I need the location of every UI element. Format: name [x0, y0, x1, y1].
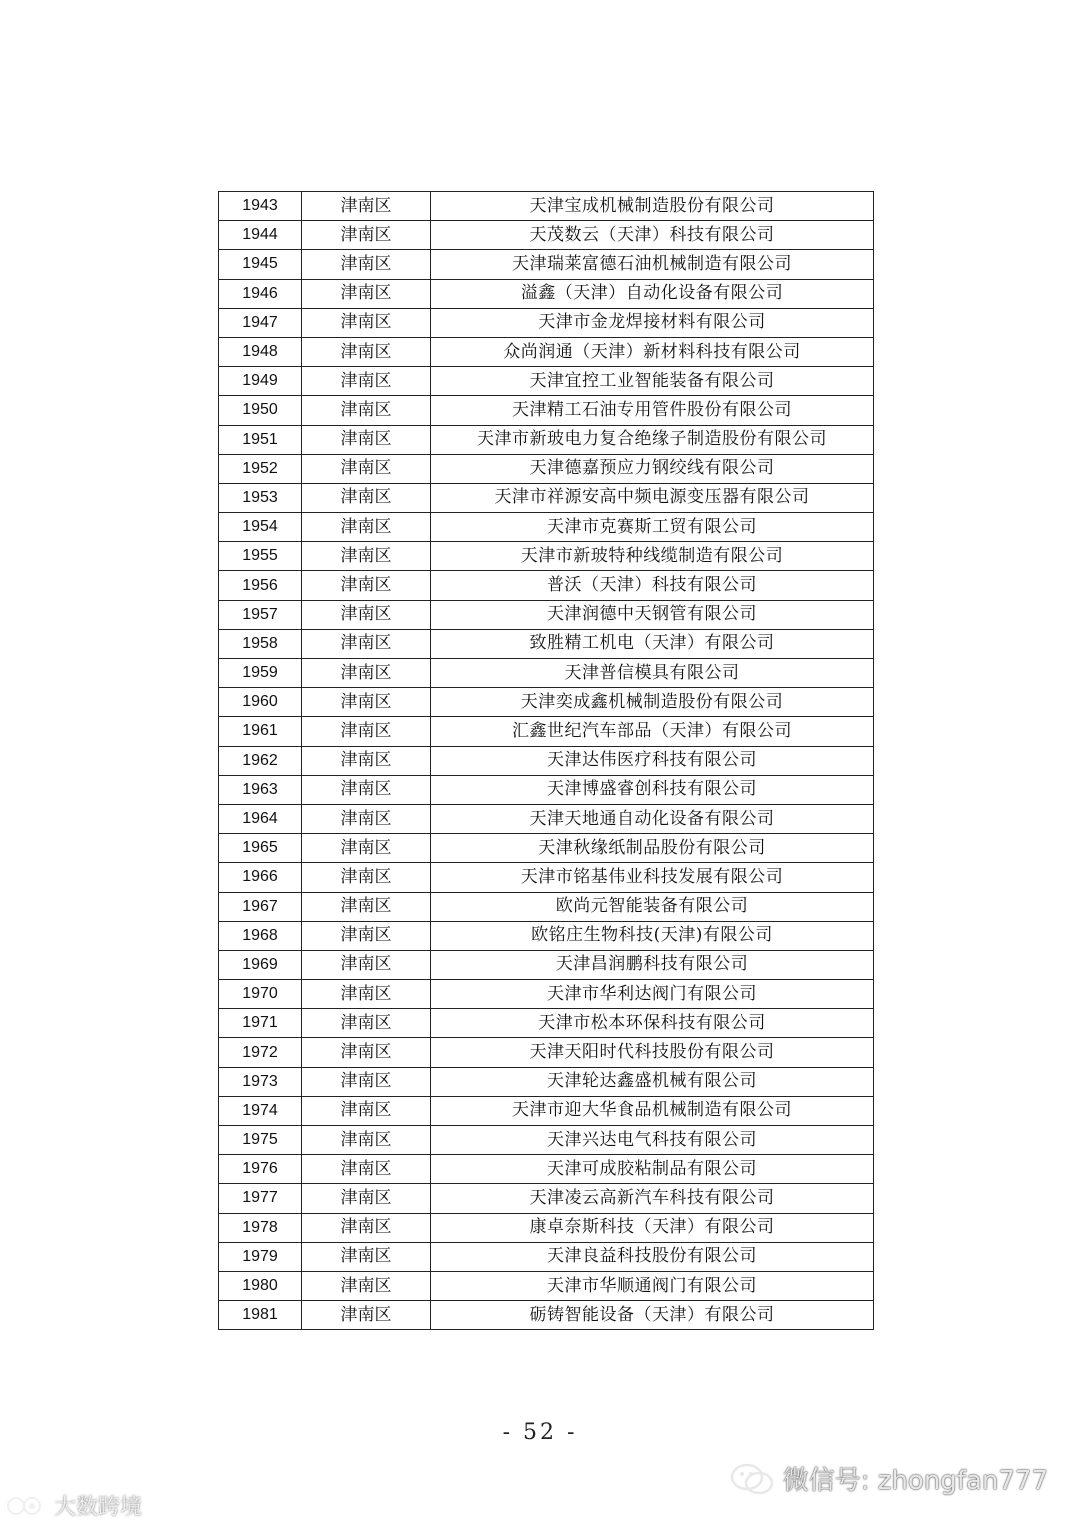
row-number-cell: 1971 — [219, 1009, 302, 1038]
row-district-cell: 津南区 — [302, 1242, 431, 1271]
table-row — [219, 1096, 874, 1125]
table-row — [219, 892, 874, 921]
row-company-cell: 天津市金龙焊接材料有限公司 — [431, 308, 874, 337]
row-district-cell: 津南区 — [302, 1184, 431, 1213]
table-row — [219, 367, 874, 396]
row-district-cell: 津南区 — [302, 221, 431, 250]
row-district-cell: 津南区 — [302, 1067, 431, 1096]
row-number-cell: 1977 — [219, 1184, 302, 1213]
wechat-icon — [729, 1462, 775, 1496]
row-number-cell: 1958 — [219, 629, 302, 658]
row-number-cell: 1954 — [219, 513, 302, 542]
row-company-cell: 天津市克赛斯工贸有限公司 — [431, 513, 874, 542]
row-company-cell: 天津凌云高新汽车科技有限公司 — [431, 1184, 874, 1213]
weibo-camera-icon — [6, 1493, 50, 1519]
table-row — [219, 980, 874, 1009]
row-company-cell: 砺铸智能设备（天津）有限公司 — [431, 1301, 874, 1330]
row-company-cell: 天津市祥源安高中频电源变压器有限公司 — [431, 483, 874, 512]
row-number-cell: 1979 — [219, 1242, 302, 1271]
row-district-cell: 津南区 — [302, 279, 431, 308]
table-row — [219, 804, 874, 833]
row-company-cell: 天津市松本环保科技有限公司 — [431, 1009, 874, 1038]
row-company-cell: 天津精工石油专用管件股份有限公司 — [431, 396, 874, 425]
row-number-cell: 1957 — [219, 600, 302, 629]
row-number-cell: 1964 — [219, 804, 302, 833]
table-row — [219, 221, 874, 250]
table-row — [219, 250, 874, 279]
row-district-cell: 津南区 — [302, 950, 431, 979]
row-company-cell: 天津瑞莱富德石油机械制造有限公司 — [431, 250, 874, 279]
row-district-cell: 津南区 — [302, 1038, 431, 1067]
row-company-cell: 康卓奈斯科技（天津）有限公司 — [431, 1213, 874, 1242]
table-row — [219, 1009, 874, 1038]
row-number-cell: 1976 — [219, 1155, 302, 1184]
row-number-cell: 1944 — [219, 221, 302, 250]
row-number-cell: 1967 — [219, 892, 302, 921]
row-number-cell: 1975 — [219, 1126, 302, 1155]
row-district-cell: 津南区 — [302, 921, 431, 950]
row-company-cell: 天津天阳时代科技股份有限公司 — [431, 1038, 874, 1067]
row-company-cell: 天津市华顺通阀门有限公司 — [431, 1271, 874, 1300]
row-district-cell: 津南区 — [302, 688, 431, 717]
row-district-cell: 津南区 — [302, 1271, 431, 1300]
row-number-cell: 1946 — [219, 279, 302, 308]
row-number-cell: 1950 — [219, 396, 302, 425]
row-district-cell: 津南区 — [302, 542, 431, 571]
row-number-cell: 1963 — [219, 775, 302, 804]
row-district-cell: 津南区 — [302, 1009, 431, 1038]
table-row — [219, 1301, 874, 1330]
table-row — [219, 308, 874, 337]
table-row — [219, 192, 874, 221]
row-number-cell: 1951 — [219, 425, 302, 454]
table-row — [219, 600, 874, 629]
row-company-cell: 天津达伟医疗科技有限公司 — [431, 746, 874, 775]
row-company-cell: 天津宜控工业智能装备有限公司 — [431, 367, 874, 396]
table-row — [219, 542, 874, 571]
row-number-cell: 1952 — [219, 454, 302, 483]
table-row — [219, 746, 874, 775]
row-district-cell: 津南区 — [302, 892, 431, 921]
row-number-cell: 1943 — [219, 192, 302, 221]
row-district-cell: 津南区 — [302, 454, 431, 483]
row-company-cell: 溢鑫（天津）自动化设备有限公司 — [431, 279, 874, 308]
row-company-cell: 天津奕成鑫机械制造股份有限公司 — [431, 688, 874, 717]
row-number-cell: 1948 — [219, 337, 302, 366]
table-row — [219, 1155, 874, 1184]
row-district-cell: 津南区 — [302, 337, 431, 366]
row-number-cell: 1953 — [219, 483, 302, 512]
table-row — [219, 513, 874, 542]
row-district-cell: 津南区 — [302, 1213, 431, 1242]
row-company-cell: 欧铭庄生物科技(天津)有限公司 — [431, 921, 874, 950]
row-district-cell: 津南区 — [302, 659, 431, 688]
table-row — [219, 483, 874, 512]
company-list-table — [218, 191, 874, 1330]
table-row — [219, 1271, 874, 1300]
row-company-cell: 天津市新玻特种线缆制造有限公司 — [431, 542, 874, 571]
row-company-cell: 天津市迎大华食品机械制造有限公司 — [431, 1096, 874, 1125]
corner-watermark-text: 大数跨境 — [54, 1495, 143, 1520]
row-district-cell: 津南区 — [302, 1301, 431, 1330]
table-row — [219, 659, 874, 688]
row-company-cell: 天津市华利达阀门有限公司 — [431, 980, 874, 1009]
row-company-cell: 天津市新玻电力复合绝缘子制造股份有限公司 — [431, 425, 874, 454]
row-district-cell: 津南区 — [302, 629, 431, 658]
row-district-cell: 津南区 — [302, 396, 431, 425]
row-district-cell: 津南区 — [302, 483, 431, 512]
row-number-cell: 1961 — [219, 717, 302, 746]
row-company-cell: 天津秋缘纸制品股份有限公司 — [431, 834, 874, 863]
row-number-cell: 1960 — [219, 688, 302, 717]
table-row — [219, 921, 874, 950]
row-company-cell: 天津昌润鹏科技有限公司 — [431, 950, 874, 979]
row-number-cell: 1965 — [219, 834, 302, 863]
row-number-cell: 1968 — [219, 921, 302, 950]
row-district-cell: 津南区 — [302, 571, 431, 600]
table-row — [219, 863, 874, 892]
row-number-cell: 1969 — [219, 950, 302, 979]
row-company-cell: 天津兴达电气科技有限公司 — [431, 1126, 874, 1155]
wechat-id-text: 微信号: zhongfan777 — [782, 1466, 1048, 1496]
table-body — [219, 192, 874, 1330]
table-row — [219, 1067, 874, 1096]
row-number-cell: 1973 — [219, 1067, 302, 1096]
row-number-cell: 1972 — [219, 1038, 302, 1067]
row-district-cell: 津南区 — [302, 863, 431, 892]
row-district-cell: 津南区 — [302, 425, 431, 454]
row-company-cell: 欧尚元智能装备有限公司 — [431, 892, 874, 921]
row-company-cell: 汇鑫世纪汽车部品（天津）有限公司 — [431, 717, 874, 746]
row-number-cell: 1974 — [219, 1096, 302, 1125]
row-company-cell: 天津天地通自动化设备有限公司 — [431, 804, 874, 833]
table-row — [219, 834, 874, 863]
row-number-cell: 1981 — [219, 1301, 302, 1330]
row-company-cell: 众尚润通（天津）新材料科技有限公司 — [431, 337, 874, 366]
row-district-cell: 津南区 — [302, 980, 431, 1009]
row-company-cell: 天津可成胶粘制品有限公司 — [431, 1155, 874, 1184]
table-row — [219, 950, 874, 979]
table-row — [219, 396, 874, 425]
row-company-cell: 致胜精工机电（天津）有限公司 — [431, 629, 874, 658]
row-number-cell: 1966 — [219, 863, 302, 892]
row-district-cell: 津南区 — [302, 775, 431, 804]
table-row — [219, 1213, 874, 1242]
table-row — [219, 337, 874, 366]
table-row — [219, 1126, 874, 1155]
table-row — [219, 717, 874, 746]
row-company-cell: 普沃（天津）科技有限公司 — [431, 571, 874, 600]
row-district-cell: 津南区 — [302, 367, 431, 396]
table-row — [219, 1038, 874, 1067]
row-company-cell: 天津普信模具有限公司 — [431, 659, 874, 688]
row-district-cell: 津南区 — [302, 1096, 431, 1125]
row-number-cell: 1978 — [219, 1213, 302, 1242]
table-row — [219, 1184, 874, 1213]
row-company-cell: 天津市铭基伟业科技发展有限公司 — [431, 863, 874, 892]
row-number-cell: 1949 — [219, 367, 302, 396]
row-district-cell: 津南区 — [302, 1126, 431, 1155]
row-number-cell: 1956 — [219, 571, 302, 600]
row-district-cell: 津南区 — [302, 1155, 431, 1184]
row-district-cell: 津南区 — [302, 746, 431, 775]
row-number-cell: 1980 — [219, 1271, 302, 1300]
table-row — [219, 571, 874, 600]
row-district-cell: 津南区 — [302, 250, 431, 279]
row-district-cell: 津南区 — [302, 192, 431, 221]
row-number-cell: 1970 — [219, 980, 302, 1009]
page-number: - 52 - — [502, 1420, 578, 1445]
table-row — [219, 454, 874, 483]
corner-watermark — [6, 1490, 142, 1521]
wechat-watermark — [729, 1460, 1048, 1497]
row-district-cell: 津南区 — [302, 308, 431, 337]
table-row — [219, 629, 874, 658]
row-company-cell: 天津良益科技股份有限公司 — [431, 1242, 874, 1271]
row-number-cell: 1959 — [219, 659, 302, 688]
row-district-cell: 津南区 — [302, 513, 431, 542]
row-company-cell: 天津宝成机械制造股份有限公司 — [431, 192, 874, 221]
table-row — [219, 425, 874, 454]
row-district-cell: 津南区 — [302, 600, 431, 629]
row-number-cell: 1955 — [219, 542, 302, 571]
row-district-cell: 津南区 — [302, 834, 431, 863]
row-district-cell: 津南区 — [302, 717, 431, 746]
row-district-cell: 津南区 — [302, 804, 431, 833]
row-number-cell: 1945 — [219, 250, 302, 279]
row-company-cell: 天津博盛睿创科技有限公司 — [431, 775, 874, 804]
table-row — [219, 775, 874, 804]
table-row — [219, 688, 874, 717]
row-company-cell: 天津轮达鑫盛机械有限公司 — [431, 1067, 874, 1096]
row-company-cell: 天茂数云（天津）科技有限公司 — [431, 221, 874, 250]
row-company-cell: 天津德嘉预应力钢绞线有限公司 — [431, 454, 874, 483]
row-number-cell: 1962 — [219, 746, 302, 775]
table-row — [219, 279, 874, 308]
row-company-cell: 天津润德中天钢管有限公司 — [431, 600, 874, 629]
row-number-cell: 1947 — [219, 308, 302, 337]
table-row — [219, 1242, 874, 1271]
